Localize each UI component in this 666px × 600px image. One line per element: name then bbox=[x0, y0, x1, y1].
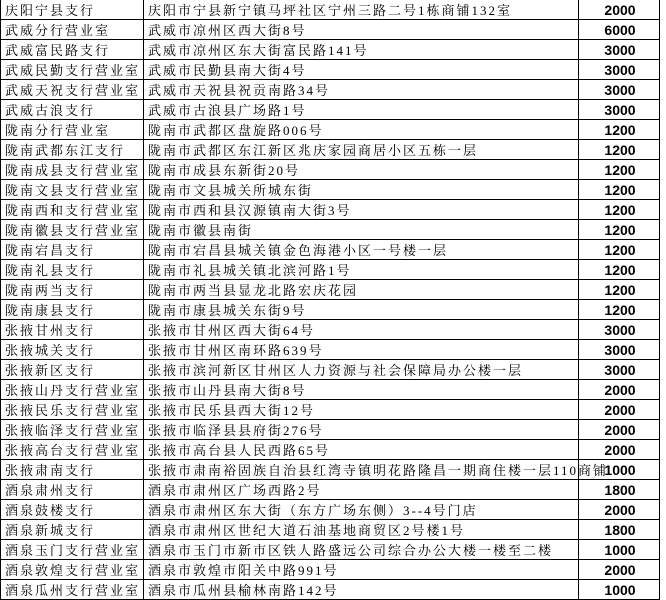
branch-cell: 武威民勤支行营业室 bbox=[1, 60, 144, 80]
table-row bbox=[1, 180, 660, 200]
amount-cell: 2000 bbox=[579, 560, 660, 580]
amount-cell: 2000 bbox=[579, 0, 660, 20]
branch-cell: 陇南武都东江支行 bbox=[1, 140, 144, 160]
address-cell: 张掖市民乐县西大街12号 bbox=[144, 400, 579, 420]
amount-cell: 2000 bbox=[579, 400, 660, 420]
amount-cell: 3000 bbox=[579, 80, 660, 100]
branch-cell: 陇南康县支行 bbox=[1, 300, 144, 320]
branch-cell: 酒泉鼓楼支行 bbox=[1, 500, 144, 520]
address-cell: 张掖市山丹县南大街8号 bbox=[144, 380, 579, 400]
amount-cell: 1800 bbox=[579, 480, 660, 500]
address-cell: 陇南市礼县城关镇北滨河路1号 bbox=[144, 260, 579, 280]
branch-cell: 陇南宕昌支行 bbox=[1, 240, 144, 260]
table-row bbox=[1, 120, 660, 140]
amount-cell: 3000 bbox=[579, 340, 660, 360]
amount-cell: 3000 bbox=[579, 60, 660, 80]
address-cell: 张掖市甘州区西大街64号 bbox=[144, 320, 579, 340]
address-cell: 武威市凉州区西大街8号 bbox=[144, 20, 579, 40]
table-row bbox=[1, 520, 660, 540]
address-cell: 张掖市肃南裕固族自治县红湾寺镇明花路隆昌一期商住楼一层110商铺 bbox=[144, 460, 579, 480]
table-row bbox=[1, 320, 660, 340]
table-row bbox=[1, 440, 660, 460]
branch-cell: 武威天祝支行营业室 bbox=[1, 80, 144, 100]
address-cell: 武威市古浪县广场路1号 bbox=[144, 100, 579, 120]
amount-cell: 1200 bbox=[579, 280, 660, 300]
address-cell: 陇南市武都区东江新区兆庆家园商居小区五栋一层 bbox=[144, 140, 579, 160]
branch-cell: 张掖城关支行 bbox=[1, 340, 144, 360]
address-cell: 武威市凉州区东大街富民路141号 bbox=[144, 40, 579, 60]
branch-cell: 陇南两当支行 bbox=[1, 280, 144, 300]
table-row bbox=[1, 240, 660, 260]
branch-cell: 酒泉敦煌支行营业室 bbox=[1, 560, 144, 580]
amount-cell: 2000 bbox=[579, 420, 660, 440]
branch-cell: 武威分行营业室 bbox=[1, 20, 144, 40]
branch-cell: 陇南分行营业室 bbox=[1, 120, 144, 140]
address-cell: 张掖市临泽县县府街276号 bbox=[144, 420, 579, 440]
address-cell: 酒泉市玉门市新市区铁人路盛远公司综合办公大楼一楼至二楼 bbox=[144, 540, 579, 560]
table-row bbox=[1, 100, 660, 120]
branch-cell: 酒泉瓜州支行营业室 bbox=[1, 580, 144, 600]
branch-cell: 陇南徽县支行营业室 bbox=[1, 220, 144, 240]
branch-cell: 张掖山丹支行营业室 bbox=[1, 380, 144, 400]
amount-cell: 2000 bbox=[579, 440, 660, 460]
amount-cell: 1200 bbox=[579, 200, 660, 220]
branch-cell: 张掖新区支行 bbox=[1, 360, 144, 380]
amount-cell: 1000 bbox=[579, 460, 660, 480]
address-cell: 酒泉市敦煌市阳关中路991号 bbox=[144, 560, 579, 580]
table-row bbox=[1, 220, 660, 240]
table-row bbox=[1, 280, 660, 300]
table-row bbox=[1, 160, 660, 180]
branch-cell: 陇南成县支行营业室 bbox=[1, 160, 144, 180]
table-row bbox=[1, 40, 660, 60]
branch-cell: 张掖甘州支行 bbox=[1, 320, 144, 340]
table-row bbox=[1, 580, 660, 600]
table-row bbox=[1, 360, 660, 380]
address-cell: 陇南市两当县显龙北路宏庆花园 bbox=[144, 280, 579, 300]
branch-cell: 武威富民路支行 bbox=[1, 40, 144, 60]
address-cell: 酒泉市肃州区世纪大道石油基地商贸区2号楼1号 bbox=[144, 520, 579, 540]
branch-cell: 陇南文县支行营业室 bbox=[1, 180, 144, 200]
amount-cell: 2000 bbox=[579, 500, 660, 520]
table-row bbox=[1, 380, 660, 400]
address-cell: 张掖市高台县人民西路65号 bbox=[144, 440, 579, 460]
table-row bbox=[1, 400, 660, 420]
address-cell: 庆阳市宁县新宁镇马坪社区宁州三路二号1栋商铺132室 bbox=[144, 0, 579, 20]
amount-cell: 3000 bbox=[579, 100, 660, 120]
address-cell: 陇南市文县城关所城东街 bbox=[144, 180, 579, 200]
amount-cell: 1200 bbox=[579, 180, 660, 200]
table-row bbox=[1, 200, 660, 220]
branch-cell: 酒泉肃州支行 bbox=[1, 480, 144, 500]
table-row bbox=[1, 460, 660, 480]
address-cell: 酒泉市肃州区东大街（东方广场东侧）3--4号门店 bbox=[144, 500, 579, 520]
amount-cell: 1000 bbox=[579, 580, 660, 600]
table-row bbox=[1, 540, 660, 560]
table-row bbox=[1, 500, 660, 520]
address-cell: 陇南市康县城关东街9号 bbox=[144, 300, 579, 320]
branch-cell: 陇南礼县支行 bbox=[1, 260, 144, 280]
amount-cell: 1000 bbox=[579, 540, 660, 560]
amount-cell: 1200 bbox=[579, 120, 660, 140]
amount-cell: 1200 bbox=[579, 140, 660, 160]
table-row bbox=[1, 20, 660, 40]
address-cell: 酒泉市肃州区广场西路2号 bbox=[144, 480, 579, 500]
table-row bbox=[1, 300, 660, 320]
table-row bbox=[1, 480, 660, 500]
table-row bbox=[1, 140, 660, 160]
table-row bbox=[1, 260, 660, 280]
amount-cell: 1200 bbox=[579, 260, 660, 280]
address-cell: 陇南市宕昌县城关镇金色海港小区一号楼一层 bbox=[144, 240, 579, 260]
address-cell: 陇南市成县东新街20号 bbox=[144, 160, 579, 180]
amount-cell: 3000 bbox=[579, 40, 660, 60]
branch-cell: 张掖肃南支行 bbox=[1, 460, 144, 480]
table-row bbox=[1, 340, 660, 360]
address-cell: 武威市天祝县祝贡南路34号 bbox=[144, 80, 579, 100]
branch-cell: 张掖高台支行营业室 bbox=[1, 440, 144, 460]
branch-cell: 张掖临泽支行营业室 bbox=[1, 420, 144, 440]
table-row bbox=[1, 60, 660, 80]
branch-cell: 陇南西和支行营业室 bbox=[1, 200, 144, 220]
table-row bbox=[1, 0, 660, 20]
address-cell: 陇南市武都区盘旋路006号 bbox=[144, 120, 579, 140]
branch-cell: 武威古浪支行 bbox=[1, 100, 144, 120]
amount-cell: 6000 bbox=[579, 20, 660, 40]
branch-cell: 酒泉玉门支行营业室 bbox=[1, 540, 144, 560]
address-cell: 张掖市滨河新区甘州区人力资源与社会保障局办公楼一层 bbox=[144, 360, 579, 380]
table-row bbox=[1, 560, 660, 580]
amount-cell: 1200 bbox=[579, 160, 660, 180]
branch-cell: 酒泉新城支行 bbox=[1, 520, 144, 540]
amount-cell: 3000 bbox=[579, 320, 660, 340]
amount-cell: 1800 bbox=[579, 520, 660, 540]
amount-cell: 2000 bbox=[579, 380, 660, 400]
table-row bbox=[1, 420, 660, 440]
amount-cell: 1200 bbox=[579, 240, 660, 260]
table-row bbox=[1, 80, 660, 100]
address-cell: 陇南市徽县南街 bbox=[144, 220, 579, 240]
branch-cell: 庆阳宁县支行 bbox=[1, 0, 144, 20]
address-cell: 张掖市甘州区南环路639号 bbox=[144, 340, 579, 360]
amount-cell: 1200 bbox=[579, 220, 660, 240]
branch-cell: 张掖民乐支行营业室 bbox=[1, 400, 144, 420]
address-cell: 陇南市西和县汉源镇南大街3号 bbox=[144, 200, 579, 220]
amount-cell: 1200 bbox=[579, 300, 660, 320]
address-cell: 酒泉市瓜州县榆林南路142号 bbox=[144, 580, 579, 600]
amount-cell: 3000 bbox=[579, 360, 660, 380]
address-cell: 武威市民勤县南大街4号 bbox=[144, 60, 579, 80]
